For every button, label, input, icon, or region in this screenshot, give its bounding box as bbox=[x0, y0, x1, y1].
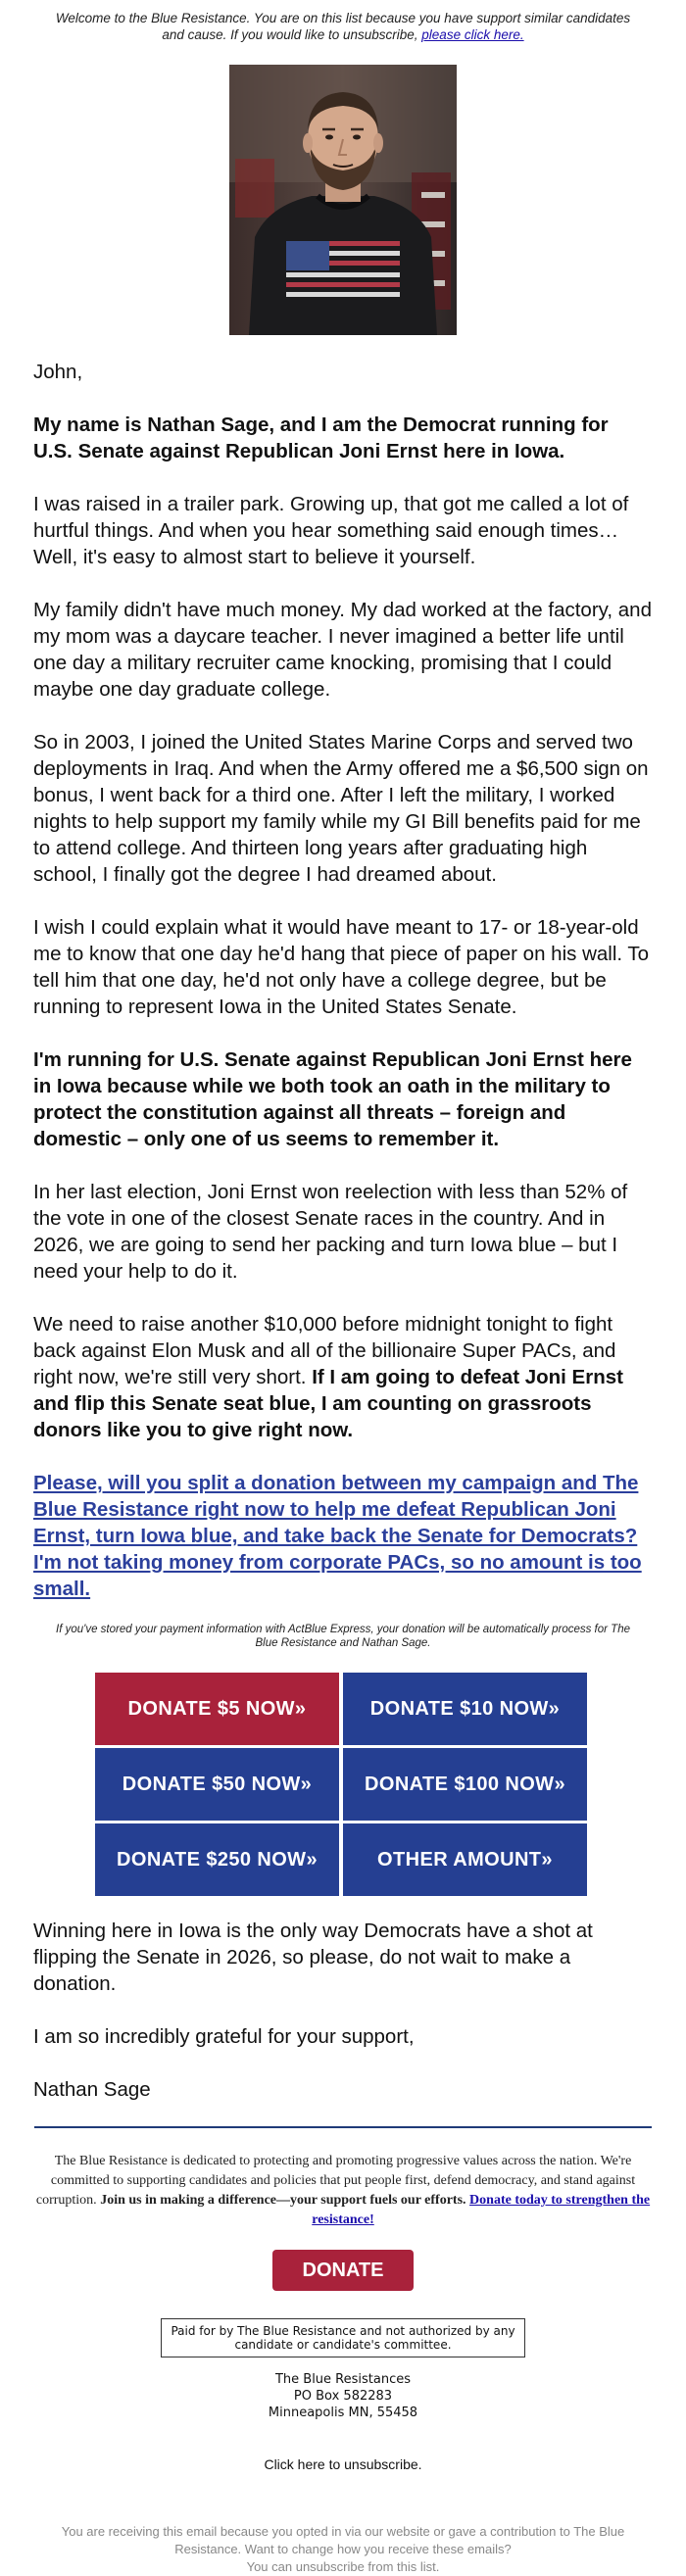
footer-description-bold: Join us in making a difference—your support fuels our efforts. bbox=[100, 2193, 466, 2208]
closing-thanks: I am so incredibly grateful for your support, bbox=[33, 2025, 415, 2048]
po-box: PO Box 582283 bbox=[293, 2389, 393, 2404]
donate-100-button[interactable]: DONATE $100 NOW» bbox=[343, 1748, 587, 1821]
intro-paragraph: My name is Nathan Sage, and I am the Democrat running for U.S. Senate against Republican Joni Ernst here in Iowa. bbox=[33, 413, 609, 462]
city-line: Minneapolis MN, 55458 bbox=[268, 2406, 418, 2420]
paragraph-fundraising bbox=[33, 1311, 653, 1443]
donate-50-button[interactable]: DONATE $50 NOW» bbox=[95, 1748, 339, 1821]
donation-ask-paragraph bbox=[33, 1470, 653, 1602]
legal-notice bbox=[33, 2523, 653, 2576]
legal-notice-text: You are receiving this email because you opted in via our website or gave a contribution to The Blue Resistance. Want to change how you receive these emails? bbox=[61, 2524, 625, 2556]
paid-for-disclaimer: Paid for by The Blue Resistance and not authorized by any candidate or candidate's committee. bbox=[161, 2318, 525, 2357]
paragraph-why-running: I'm running for U.S. Senate against Republican Joni Ernst here in Iowa because while we both took an oath in the military to protect the constitution against all threats – foreign and domestic – only one of us seems to remember it. bbox=[33, 1048, 632, 1150]
legal-unsubscribe-text[interactable]: You can unsubscribe from this list. bbox=[246, 2559, 440, 2574]
paragraph-degree: I wish I could explain what it would have meant to 17- or 18-year-old me to know that one day he'd hang that piece of paper on his wall. To tell him that one day, he'd not only have a college degree, but be running to represent Iowa in the United States Senate. bbox=[33, 916, 650, 1018]
candidate-photo-illustration bbox=[229, 65, 457, 335]
donate-5-button[interactable]: DONATE $5 NOW» bbox=[95, 1673, 339, 1745]
donate-button-grid bbox=[95, 1673, 591, 1896]
donate-10-button[interactable]: DONATE $10 NOW» bbox=[343, 1673, 587, 1745]
preheader-text: Welcome to the Blue Resistance. You are on this list because you have support similar candidates and cause. If you would like to unsubscribe, bbox=[55, 11, 631, 42]
preheader bbox=[51, 10, 635, 43]
footer-divider bbox=[34, 2126, 652, 2128]
footer-description-text: The Blue Resistance is dedicated to protecting and promoting progressive values across the nation. We're committed to supporting candidates and policies that put people first, defend democracy, and stand against corruption. bbox=[35, 2154, 636, 2208]
footer-donate-link[interactable]: Donate today to strengthen the resistance! bbox=[312, 2193, 651, 2227]
paragraph-last-election: In her last election, Joni Ernst won reelection with less than 52% of the vote in one of the closest Senate races in the country. And in 2026, we are going to send her packing and turn Iowa blue – but I need your help to do it. bbox=[33, 1181, 628, 1283]
closing-paragraph: Winning here in Iowa is the only way Democrats have a shot at flipping the Senate in 2026, so please, do not wait to make a donation. bbox=[33, 1920, 593, 1995]
donation-ask-link[interactable]: Please, will you split a donation between my campaign and The Blue Resistance right now to help me defeat Republican Joni Ernst, turn Iowa blue, and take back the Senate for Democrats? I'm not taking money from corporate PACs, so no amount is too small. bbox=[33, 1472, 642, 1600]
paragraph-family: My family didn't have much money. My dad worked at the factory, and my mom was a daycare teacher. I never imagined a better life until one day a military recruiter came knocking, promising that I could maybe one day graduate college. bbox=[33, 599, 652, 701]
fundraising-text: We need to raise another $10,000 before midnight tonight to fight back against Elon Musk and all of the billionaire Super PACs, and right now, we're still very short. bbox=[33, 1313, 616, 1388]
actblue-express-note: If you've stored your payment information with ActBlue Express, your donation will be automatically process for The Blue Resistance and Nathan Sage. bbox=[56, 1624, 630, 1649]
letter-closing bbox=[33, 1918, 653, 2103]
footer-description bbox=[33, 2152, 653, 2230]
donate-other-amount-button[interactable]: OTHER AMOUNT» bbox=[343, 1823, 587, 1896]
greeting: John, bbox=[33, 361, 83, 383]
mailing-address bbox=[0, 2371, 686, 2421]
paragraph-trailer-park: I was raised in a trailer park. Growing up, that got me called a lot of hurtful things. And when you hear something said enough times… Well, it's easy to almost start to believe it yourself. bbox=[33, 493, 629, 568]
unsubscribe-link[interactable]: Click here to unsubscribe. bbox=[264, 2456, 422, 2472]
preheader-unsubscribe-link[interactable]: please click here. bbox=[421, 27, 524, 42]
paragraph-military: So in 2003, I joined the United States Marine Corps and served two deployments in Iraq. And when the Army offered me a $6,500 sign on bonus, I went back for a third one. After I left the military, I worked nights to help support my family while my GI Bill benefits paid for me to attend college. And thirteen long years after graduating high school, I finally got the degree I had dreamed about. bbox=[33, 731, 649, 886]
footer-donate-button[interactable]: DONATE bbox=[272, 2250, 414, 2291]
fundraising-bold-text: If I am going to defeat Joni Ernst and flip this Senate seat blue, I am counting on grassroots donors like you to give right now. bbox=[33, 1366, 623, 1441]
email-body bbox=[0, 10, 686, 2576]
signature: Nathan Sage bbox=[33, 2078, 151, 2101]
candidate-photo bbox=[229, 65, 457, 335]
letter bbox=[33, 359, 653, 1602]
org-name: The Blue Resistances bbox=[274, 2372, 412, 2387]
donate-250-button[interactable]: DONATE $250 NOW» bbox=[95, 1823, 339, 1896]
